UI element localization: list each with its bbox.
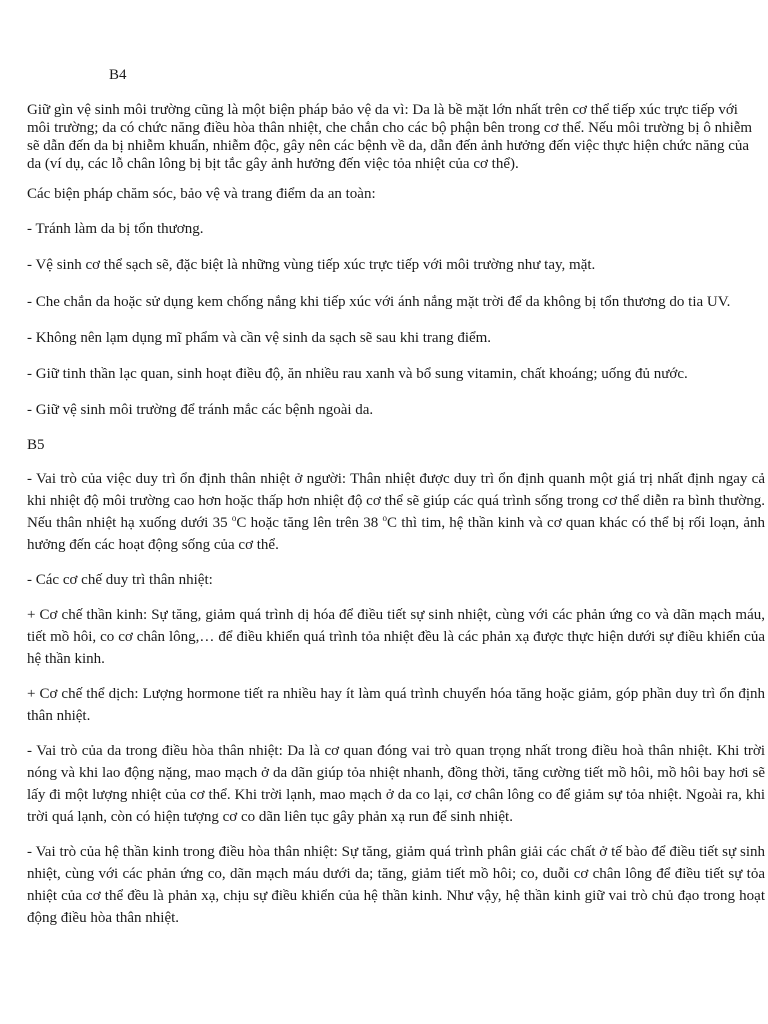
- measure-item: - Không nên lạm dụng mĩ phẩm và cần vệ sinh da sạch sẽ sau khi trang điểm.: [27, 330, 492, 346]
- b4-measures-section: [27, 185, 765, 420]
- thermoregulation-role-paragraph: [27, 468, 765, 556]
- section-heading-b4: B4: [109, 67, 127, 83]
- measure-item: - Giữ tinh thần lạc quan, sinh hoạt điều độ, ăn nhiều rau xanh và bổ sung vitamin, chất khoáng; uống đủ nước.: [27, 366, 688, 382]
- role-text-part: - Vai trò của việc duy trì ổn định thân nhiệt ở người: Thân nhiệt được duy trì ổn định quanh một giá trị nhất định ngay cả khi nhiệt độ môi trường cao hơn hoặc thấp hơn nhiệt độ cơ thể sẽ giúp các quá trình sống trong cơ thể diễn ra bình thường. Nếu thân nhiệt hạ xuống dưới 35: [27, 471, 765, 531]
- skin-role-paragraph: - Vai trò của da trong điều hòa thân nhiệt: Da là cơ quan đóng vai trò quan trọng nhất trong điều hoà thân nhiệt. Khi trời nóng và khi lao động nặng, mao mạch ở da dãn giúp tỏa nhiệt nhanh, đồng thời, tăng cường tiết mồ hôi, mồ hôi bay hơi sẽ lấy đi một lượng nhiệt của cơ thể. Khi trời lạnh, mao mạch ở da co lại, cơ chân lông co để giảm sự tỏa nhiệt. Ngoài ra, khi trời quá lạnh, còn có hiện tượng cơ co dãn liên tục gây phản xạ run để sinh nhiệt.: [27, 743, 765, 825]
- b4-intro-paragraph: Giữ gìn vệ sinh môi trường cũng là một biện pháp bảo vệ da vì: Da là bề mặt lớn nhất trên cơ thể tiếp xúc trực tiếp với môi trường; da có chức năng điều hòa thân nhiệt, che chắn cho các bộ phận bên trong cơ thể. Nếu môi trường bị ô nhiễm sẽ dẫn đến da bị nhiễm khuẩn, nhiễm độc, gây nên các bệnh về da, dẫn đến ảnh hưởng đến việc thực hiện chức năng của da (ví dụ, các lỗ chân lông bị bịt tắc gây ảnh hưởng đến việc tỏa nhiệt của cơ thể).: [27, 102, 753, 172]
- role-text-part: C hoặc tăng lên trên 38: [236, 515, 383, 531]
- measure-item: - Che chắn da hoặc sử dụng kem chống nắng khi tiếp xúc với ánh nắng mặt trời để da không bị tổn thương do tia UV.: [27, 294, 731, 310]
- degree-sign: o: [382, 513, 388, 523]
- measures-title: Các biện pháp chăm sóc, bảo vệ và trang điểm da an toàn:: [27, 186, 376, 202]
- measure-item: - Giữ vệ sinh môi trường để tránh mắc các bệnh ngoài da.: [27, 402, 374, 418]
- page-content: [27, 66, 765, 929]
- measure-item: - Vệ sinh cơ thể sạch sẽ, đặc biệt là những vùng tiếp xúc trực tiếp với môi trường như tay, mặt.: [27, 257, 596, 273]
- role-text-part: C thì tim, hệ thần kinh và cơ quan khác có thể bị rối loạn, ảnh hưởng đến các hoạt động sống của cơ thể.: [27, 515, 765, 553]
- section-heading-b5: B5: [27, 437, 45, 453]
- mechanisms-title: - Các cơ chế duy trì thân nhiệt:: [27, 572, 213, 588]
- humoral-mechanism-paragraph: + Cơ chế thể dịch: Lượng hormone tiết ra nhiều hay ít làm quá trình chuyển hóa tăng hoặc giảm, góp phần duy trì ổn định thân nhiệt.: [27, 686, 765, 724]
- degree-sign: o: [231, 513, 237, 523]
- neural-mechanism-paragraph: + Cơ chế thần kinh: Sự tăng, giảm quá trình dị hóa để điều tiết sự sinh nhiệt, cùng với các phản ứng co và dãn mạch máu, tiết mồ hôi, co cơ chân lông,… để điều khiển quá trình tỏa nhiệt đều là các phản xạ được thực hiện dưới sự điều khiển của hệ thần kinh.: [27, 607, 765, 667]
- measure-item: - Tránh làm da bị tổn thương.: [27, 221, 204, 237]
- nervous-system-role-paragraph: - Vai trò của hệ thần kinh trong điều hòa thân nhiệt: Sự tăng, giảm quá trình phân giải các chất ở tế bào để điều tiết sự sinh nhiệt, cùng với các phản ứng co, dãn mạch máu dưới da; tăng, giảm tiết mồ hôi; co, duỗi cơ chân lông để điều tiết sự tỏa nhiệt của cơ thể đều là phản xạ, chịu sự điều khiển của hệ thần kinh. Như vậy, hệ thần kinh giữ vai trò chủ đạo trong hoạt động điều hòa thân nhiệt.: [27, 844, 765, 926]
- b5-section: [27, 468, 765, 929]
